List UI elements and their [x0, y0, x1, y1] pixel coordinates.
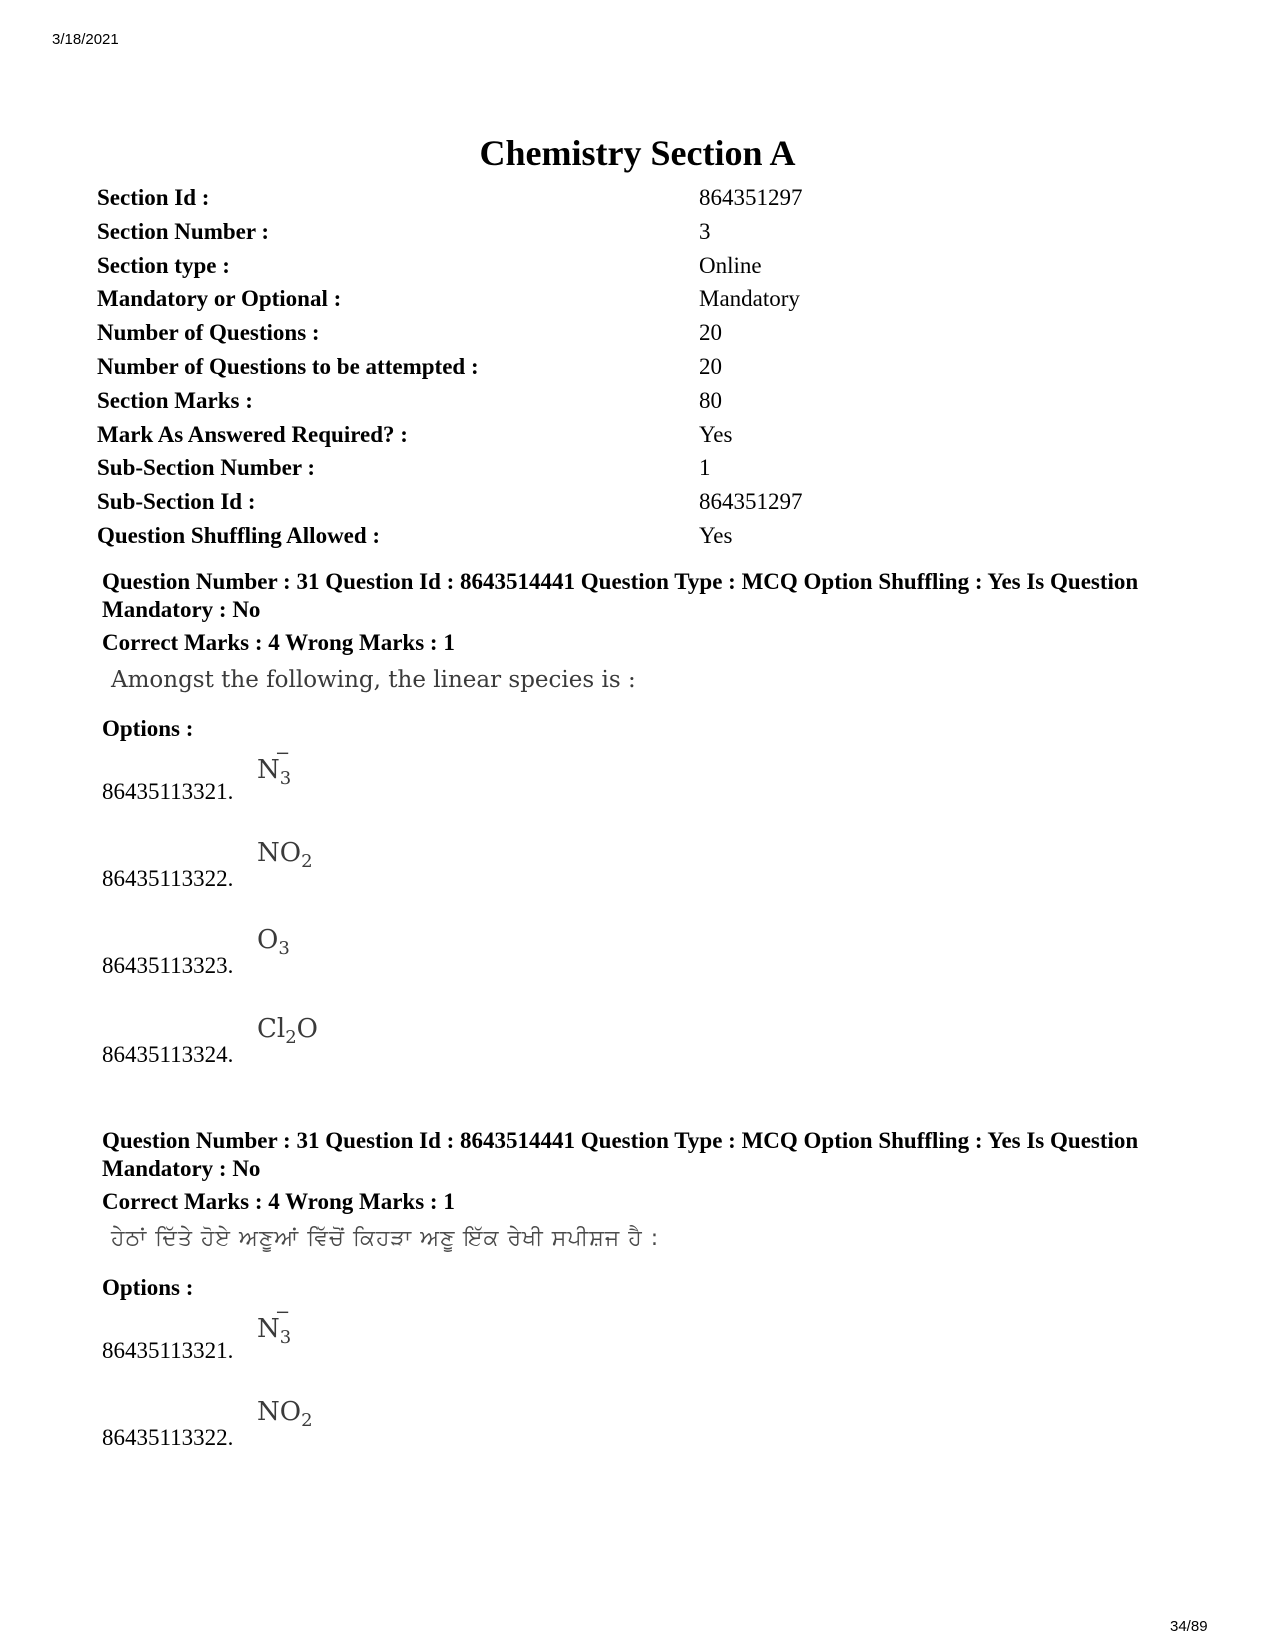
- formula-subscript: 3: [279, 1327, 292, 1348]
- info-value: Online: [699, 252, 762, 278]
- info-label: Mandatory or Optional :: [97, 286, 342, 312]
- page-title: Chemistry Section A: [479, 133, 796, 173]
- options-label: Options :: [102, 716, 194, 741]
- question-stem: Amongst the following, the linear species is :: [111, 667, 636, 693]
- option-formula: [257, 838, 313, 872]
- option-formula: [257, 925, 290, 959]
- info-value: 20: [699, 353, 722, 379]
- question-marks: Correct Marks : 4 Wrong Marks : 1: [102, 1189, 455, 1214]
- formula-base: N: [257, 1314, 280, 1344]
- info-label: Sub-Section Number :: [97, 455, 316, 481]
- option-id: 86435113323.: [102, 953, 234, 978]
- option-item: [102, 1378, 1182, 1465]
- formula-base: NO: [257, 1397, 302, 1427]
- option-item: [102, 906, 1182, 993]
- formula-subscript: 2: [301, 1410, 313, 1431]
- option-formula: [257, 1397, 313, 1431]
- info-label: Section Id :: [97, 185, 210, 210]
- question-header: Question Number : 31 Question Id : 8643514441 Question Type : MCQ Option Shuffling : Yes Is Question Mandatory : No: [102, 1128, 1139, 1181]
- options-label: Options :: [102, 1275, 194, 1300]
- formula-base: O: [257, 925, 279, 955]
- info-row-section-marks: [97, 384, 997, 418]
- info-value: Yes: [699, 421, 733, 447]
- option-id: 86435113322.: [102, 866, 234, 891]
- info-row-section-id: [97, 181, 997, 215]
- info-row-section-number: [97, 215, 997, 249]
- question-stem: ਹੇਠਾਂ ਦਿੱਤੇ ਹੋਏ ਅਣੂਆਂ ਵਿੱਚੋਂ ਕਿਹੜਾ ਅਣੂ ਇੱਕ ਰੇਖੀ ਸਪੀਸ਼ਜ ਹੈ :: [111, 1226, 660, 1251]
- option-item: [102, 819, 1182, 906]
- option-formula: [257, 1302, 292, 1348]
- question-marks: Correct Marks : 4 Wrong Marks : 1: [102, 630, 455, 655]
- formula-tail: O: [296, 1014, 318, 1044]
- option-item: [102, 743, 1182, 819]
- question-block-punjabi: [102, 1127, 1182, 1465]
- option-formula: [257, 1014, 318, 1048]
- formula-base: N: [257, 755, 280, 785]
- formula-base: Cl: [257, 1014, 286, 1044]
- info-row-subsection-id: [97, 485, 997, 519]
- formula-subscript: 2: [301, 851, 313, 872]
- info-row-num-attempted: [97, 350, 997, 384]
- info-value: 3: [699, 218, 711, 244]
- info-value: 20: [699, 320, 722, 346]
- formula-charge: −: [275, 743, 291, 764]
- print-date: 3/18/2021: [52, 31, 119, 48]
- page-number: 34/89: [1170, 1618, 1208, 1635]
- option-id: 86435113321.: [102, 779, 234, 804]
- formula-charge: −: [275, 1302, 291, 1323]
- info-label: Section Marks :: [97, 387, 253, 413]
- info-value: Yes: [699, 522, 733, 548]
- info-label: Sub-Section Id :: [97, 489, 256, 515]
- info-row-section-type: [97, 249, 997, 283]
- info-row-shuffling: [97, 519, 997, 553]
- question-header: Question Number : 31 Question Id : 8643514441 Question Type : MCQ Option Shuffling : Yes Is Question Mandatory : No: [102, 569, 1139, 622]
- option-id: 86435113321.: [102, 1338, 234, 1363]
- info-value: Mandatory: [699, 286, 800, 312]
- info-label: Section type :: [97, 252, 230, 278]
- formula-subscript: 3: [279, 768, 292, 789]
- question-block-english: [102, 568, 1182, 1082]
- info-label: Number of Questions to be attempted :: [97, 353, 479, 379]
- info-row-mark-answered: [97, 418, 997, 452]
- option-formula: [257, 743, 292, 789]
- info-value: 864351297: [699, 489, 803, 515]
- option-item: [102, 1302, 1182, 1378]
- info-row-subsection-number: [97, 451, 997, 485]
- info-value: 1: [699, 455, 711, 481]
- info-row-mandatory: [97, 282, 997, 316]
- info-label: Mark As Answered Required? :: [97, 421, 408, 447]
- info-label: Section Number :: [97, 218, 270, 244]
- info-value: 80: [699, 387, 722, 413]
- formula-base: NO: [257, 838, 302, 868]
- option-id: 86435113322.: [102, 1425, 234, 1450]
- info-value: 864351297: [699, 185, 803, 210]
- option-item: [102, 993, 1182, 1082]
- formula-subscript: 3: [278, 938, 290, 959]
- info-label: Question Shuffling Allowed :: [97, 522, 381, 548]
- info-row-num-questions: [97, 316, 997, 350]
- option-id: 86435113324.: [102, 1042, 234, 1067]
- formula-subscript: 2: [285, 1027, 297, 1048]
- info-label: Number of Questions :: [97, 320, 320, 346]
- section-info-table: [97, 181, 997, 553]
